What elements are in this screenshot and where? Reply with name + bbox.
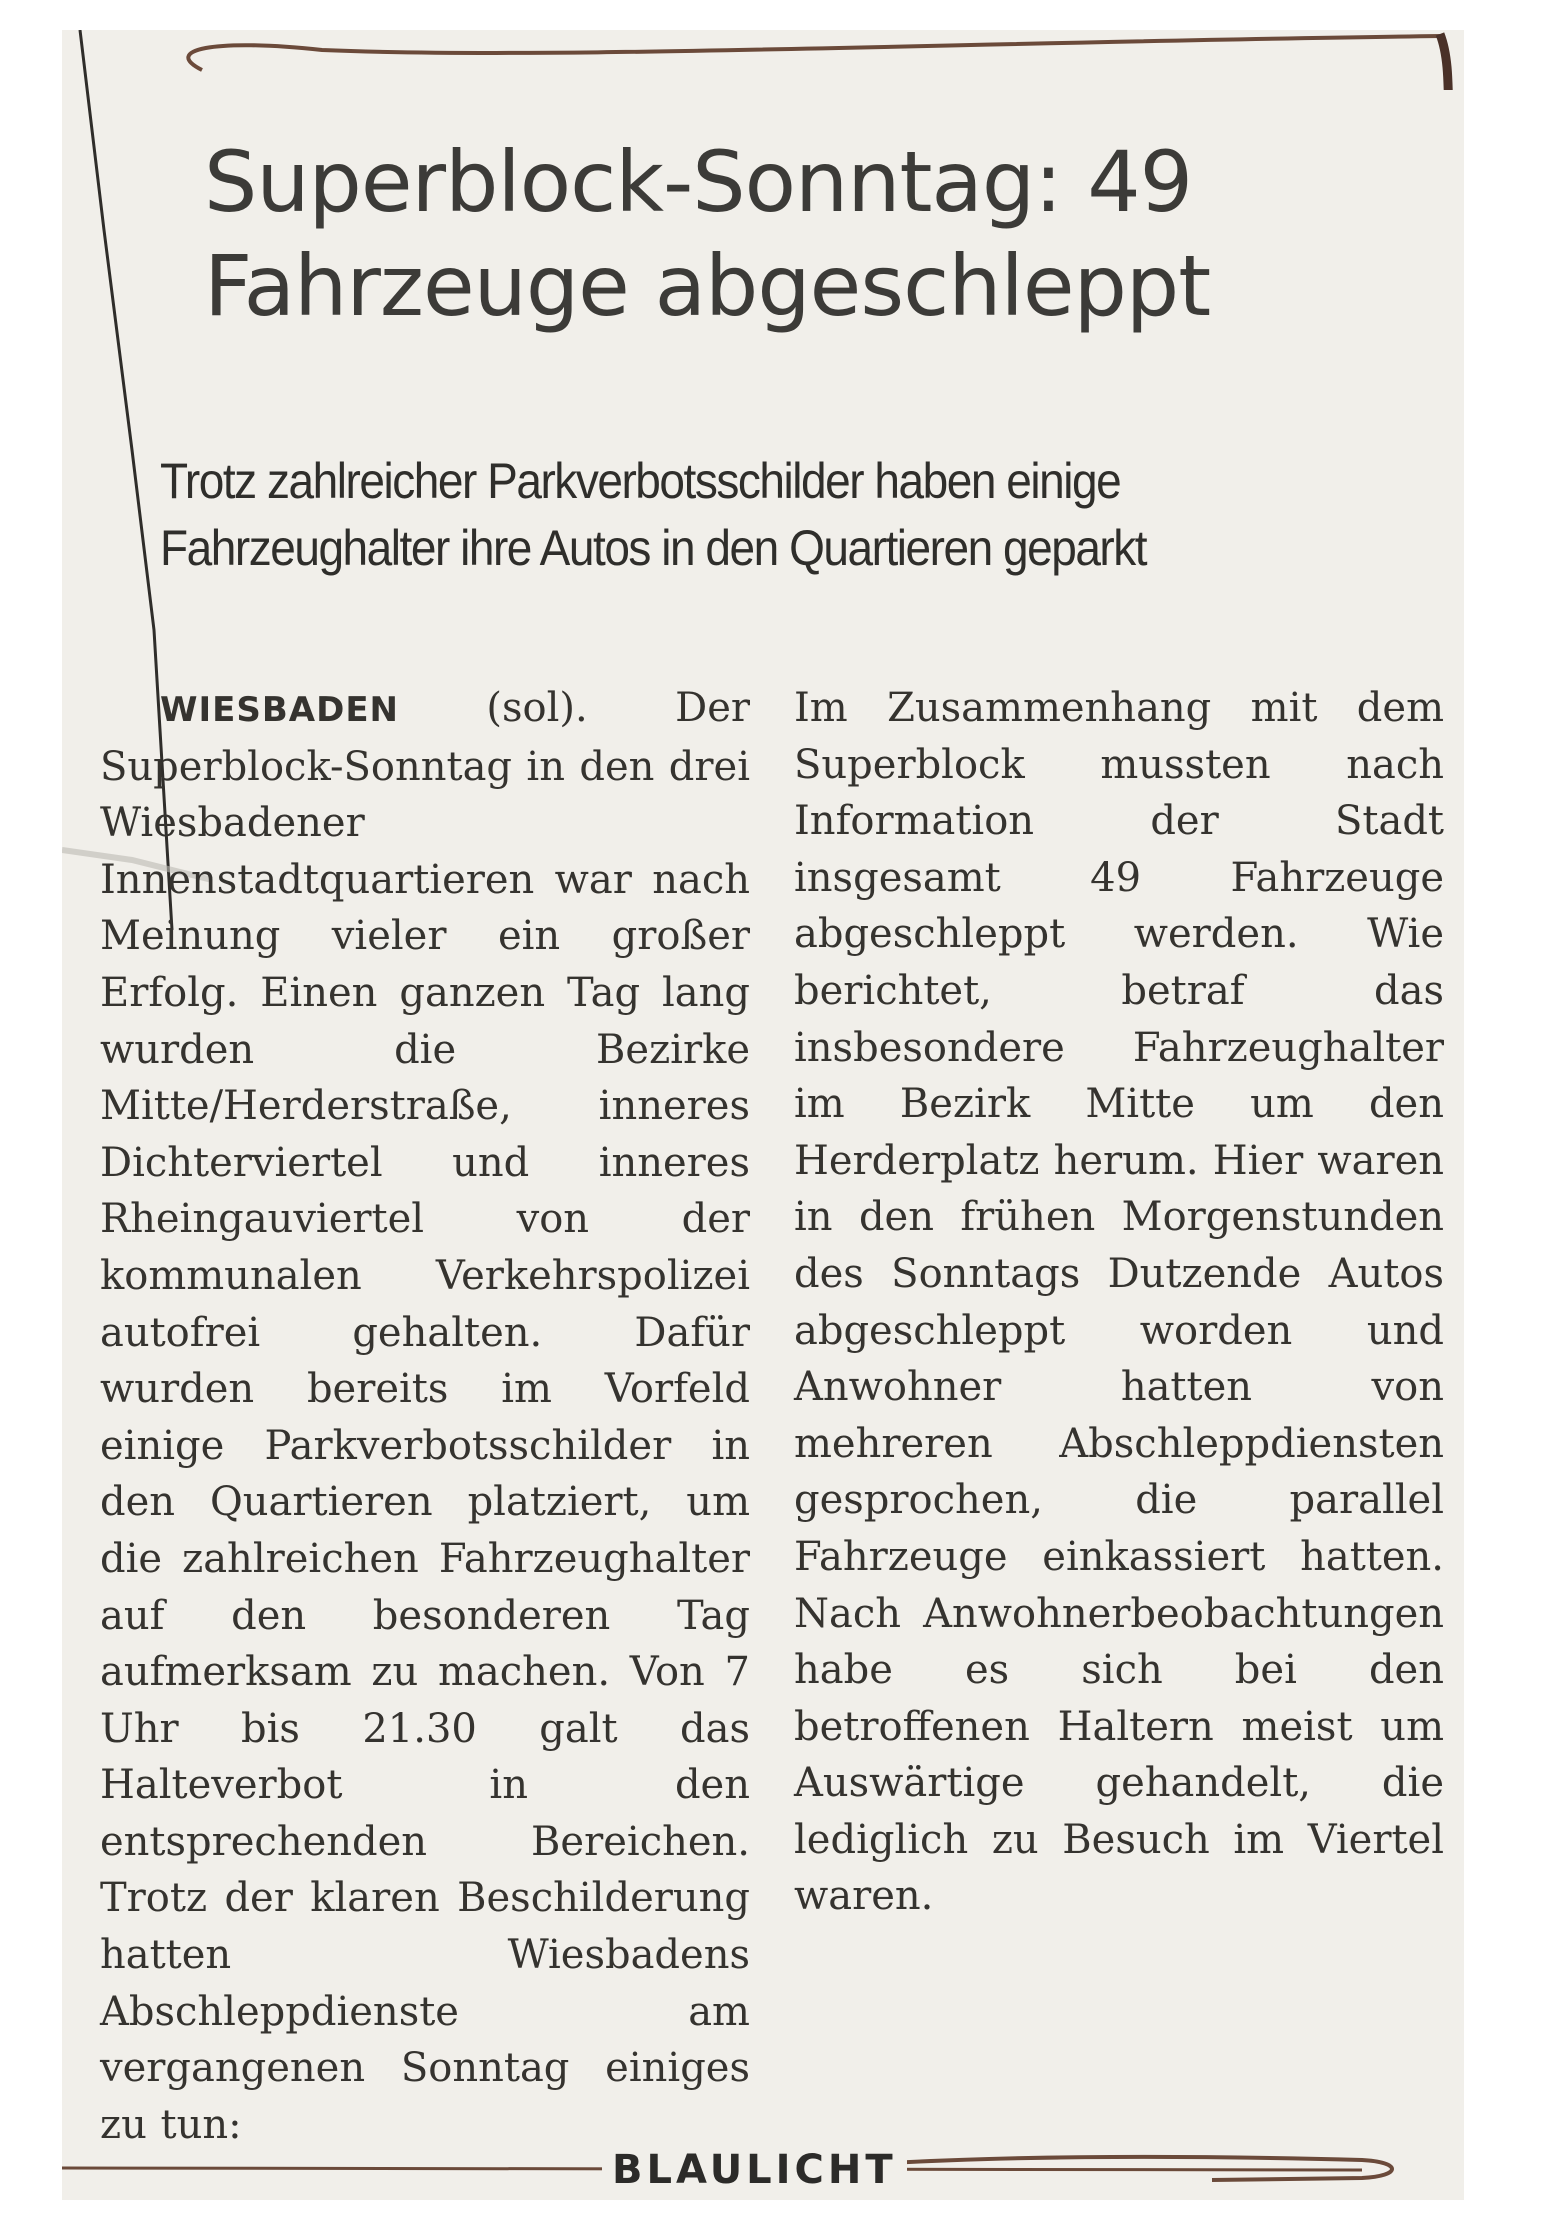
- body-text-right: Im Zusammenhang mit dem Superblock mussten nach Information der Stadt insgesamt 49 Fahrzeuge abgeschleppt werden. Wie berichtet, betraf das insbesondere Fahrzeughalter im Bezirk Mitte um den Herderplatz herum. Hier waren in den frühen Morgenstunden des Sonntags Dutzende Autos abgeschleppt worden und Anwohner hatten von mehreren Abschleppdiensten gesprochen, die parallel Fahrzeuge einkassiert hatten. Nach Anwohnerbeobachtungen habe es sich bei den betroffenen Haltern meist um Auswärtige gehandelt, die lediglich zu Besuch im Viertel waren.: [794, 685, 1444, 1920]
- subheadline-line-1: Trotz zahlreicher Parkverbotsschilder haben einige: [160, 453, 1121, 509]
- subheadline-line-2: Fahrzeughalter ihre Autos in den Quartieren geparkt: [160, 520, 1147, 576]
- newspaper-clipping: [62, 30, 1464, 2200]
- dateline: WIESBADEN: [160, 690, 399, 730]
- headline-line-2: Fahrzeuge abgeschleppt: [204, 237, 1211, 335]
- section-rubric: BLAULICHT: [602, 2148, 907, 2192]
- headline-line-1: Superblock-Sonntag: 49: [204, 133, 1193, 231]
- article-column-right: [794, 680, 1444, 1925]
- top-pen-stroke: [62, 30, 1464, 90]
- article-column-left: [100, 680, 750, 2153]
- headline: [204, 130, 1424, 338]
- subheadline: [160, 448, 1374, 582]
- body-text-left: (sol). Der Superblock-Sonntag in den drei Wiesbadener Innenstadtquartieren war nach Meinung vieler ein großer Erfolg. Einen ganzen Tag lang wurden die Bezirke Mitte/Herderstraße, inneres Dichterviertel und inneres Rheingauviertel von der kommunalen Verkehrspolizei autofrei gehalten. Dafür wurden bereits im Vorfeld einige Parkverbotsschilder in den Quartieren platziert, um die zahlreichen Fahrzeughalter auf den besonderen Tag aufmerksam zu machen. Von 7 Uhr bis 21.30 galt das Halteverbot in den entsprechenden Bereichen. Trotz der klaren Beschilderung hatten Wiesbadens Abschleppdienste am vergangenen Sonntag einiges zu tun:: [100, 685, 750, 2148]
